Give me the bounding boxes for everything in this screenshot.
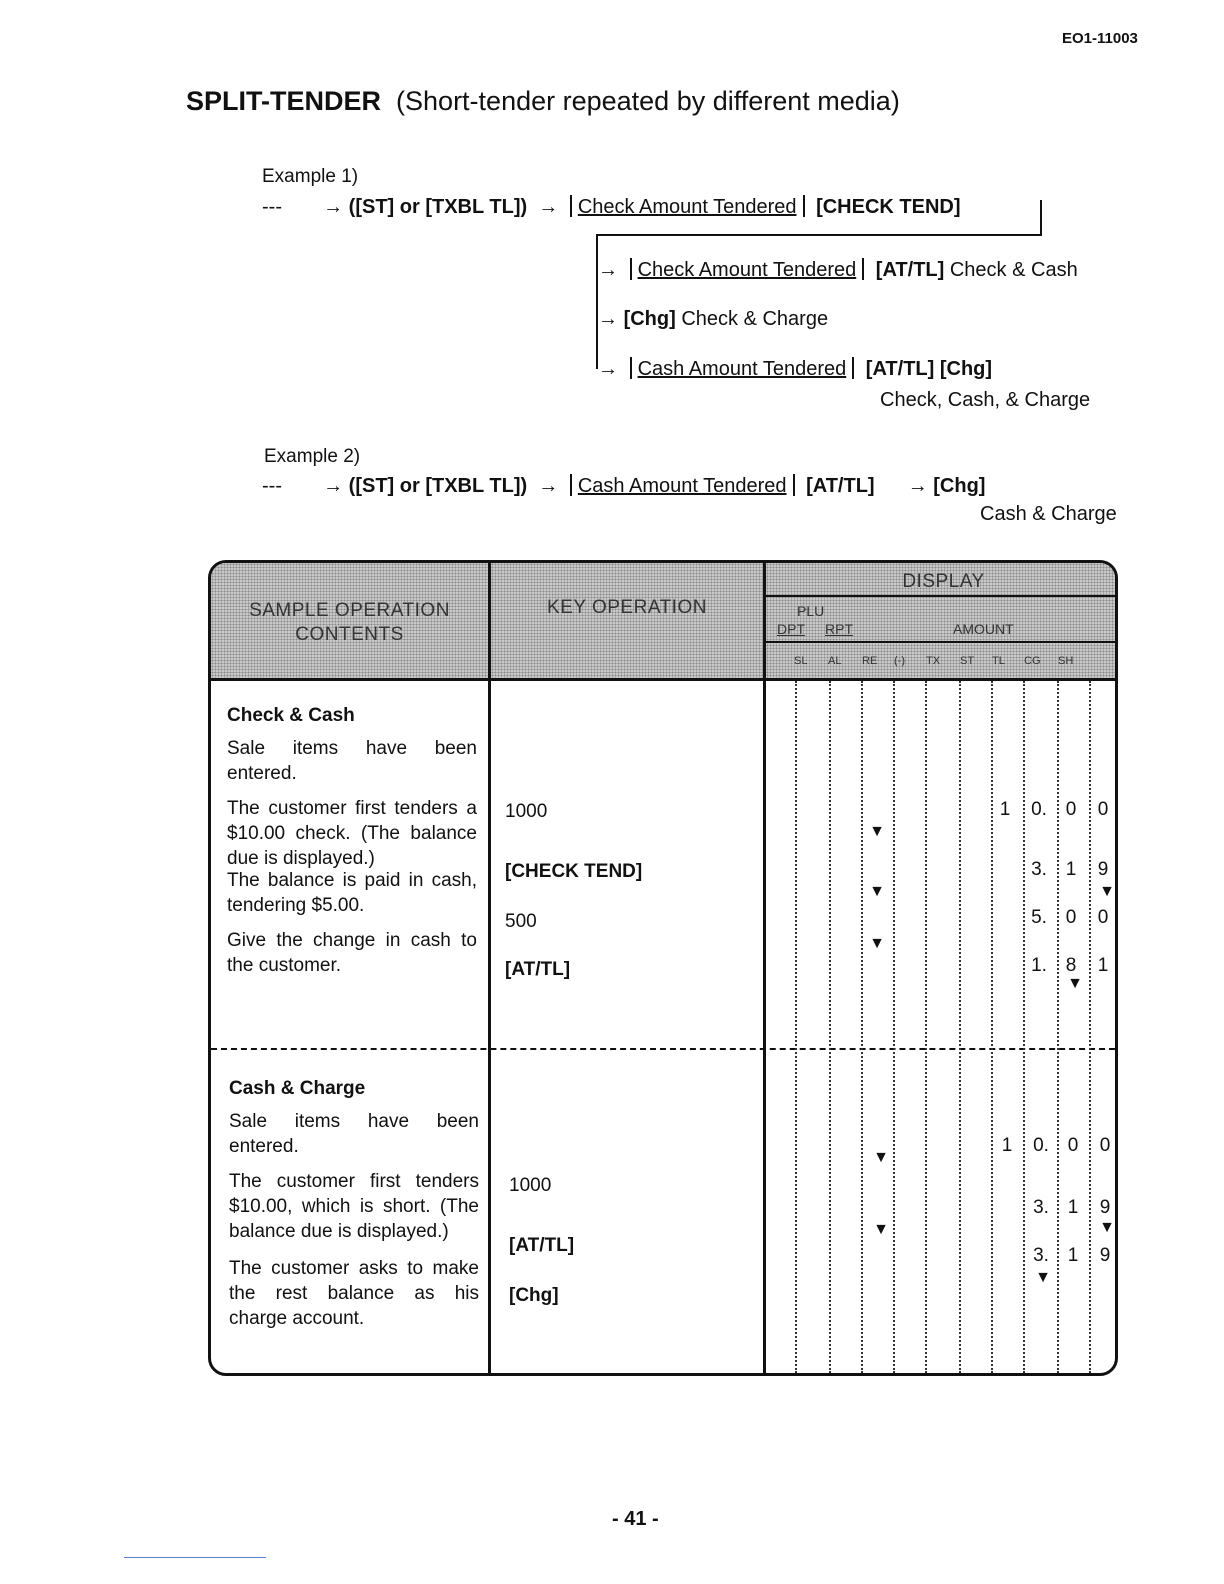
display-digit: 1 [1065, 859, 1077, 880]
indicator-label: SH [1058, 655, 1074, 667]
section2-line: The customer first tenders $10.00, which is short. (The balance due is displayed.) [229, 1171, 479, 1242]
title-main: SPLIT-TENDER [186, 86, 382, 116]
branch3-amount: Cash Amount Tendered [637, 358, 847, 380]
branch3 [598, 357, 992, 381]
header-divider [211, 678, 1115, 681]
arrow-icon: → [598, 358, 618, 380]
title-sub: (Short-tender repeated by different media) [396, 86, 900, 116]
arrow-icon: → [323, 475, 344, 497]
section2-line: Sale items have been entered. [229, 1111, 479, 1157]
indicator-triangle-icon: ▼ [869, 935, 885, 952]
section2-line: The customer asks to make the rest balance as his charge account. [229, 1258, 479, 1329]
branch3-result: Check, Cash, & Charge [880, 389, 1091, 411]
example1-flow [262, 195, 961, 219]
indicator-label: RE [862, 655, 878, 667]
example1-lead: --- [262, 196, 282, 218]
header-contents-text: SAMPLE OPERATION CONTENTS [249, 600, 450, 645]
indicator-triangle-icon: ▼ [869, 823, 885, 840]
indicator-triangle-icon: ▼ [1099, 1219, 1115, 1236]
display-digit: 0 [1097, 799, 1109, 820]
column-divider [488, 563, 491, 1373]
display-digit: 1 [1001, 1135, 1013, 1156]
page-title [186, 86, 900, 117]
connector-line [1040, 200, 1042, 236]
example2-step1: ([ST] or [TXBL TL]) [348, 475, 528, 497]
section2-contents [229, 1076, 479, 1331]
indicator-label: CG [1024, 655, 1041, 667]
display-digit: 0. [1033, 1135, 1049, 1156]
indicator-label: AL [828, 655, 842, 667]
indicator-triangle-icon: ▼ [869, 883, 885, 900]
display-digit: 1. [1031, 955, 1047, 976]
section1-line: Sale items have been entered. [227, 738, 477, 784]
example2-flow [262, 474, 985, 498]
display-digit: 0 [1099, 1135, 1111, 1156]
document-id: EO1-11003 [1062, 30, 1138, 47]
display-digit: 9 [1099, 1197, 1111, 1218]
branch2-key: [Chg] [623, 308, 676, 330]
indicator-label: TL [992, 655, 1005, 667]
indicator-triangle-icon: ▼ [1067, 975, 1083, 992]
arrow-icon: → [538, 196, 559, 218]
branch1 [598, 258, 1078, 282]
indicator-label: (-) [894, 655, 905, 667]
indicator-label: ST [960, 655, 975, 667]
amount-label: AMOUNT [953, 621, 1014, 637]
display-digit: 3. [1031, 859, 1047, 880]
example1-step1: ([ST] or [TXBL TL]) [348, 196, 528, 218]
indicator-triangle-icon: ▼ [1099, 883, 1115, 900]
dpt-label: DPT [777, 621, 805, 637]
header-display-text: DISPLAY [902, 571, 985, 592]
example2-amount1: Cash Amount Tendered [577, 475, 787, 497]
indicator-triangle-icon: ▼ [1035, 1269, 1051, 1286]
display-digit: 1 [1067, 1197, 1079, 1218]
section1-line: Give the change in cash to the customer. [227, 930, 477, 976]
branch2-result: Check & Charge [681, 308, 829, 330]
branch3-key: [AT/TL] [Chg] [865, 358, 993, 380]
example1-amount1: Check Amount Tendered [577, 196, 797, 218]
arrow-icon: → [598, 259, 618, 281]
display-digit: 8 [1065, 955, 1077, 976]
branch2 [598, 308, 828, 331]
display-digit: 0 [1097, 907, 1109, 928]
example2-lead: --- [262, 475, 282, 497]
key-entry: 1000 [509, 1175, 552, 1196]
key-entry: [Chg] [509, 1285, 559, 1306]
key-entry: 1000 [505, 801, 548, 822]
section1-line: The balance is paid in cash, tendering $5.00. [227, 870, 477, 916]
display-digit: 3. [1033, 1245, 1049, 1266]
indicator-triangle-icon: ▼ [873, 1149, 889, 1166]
connector-line [596, 234, 598, 369]
display-digit: 5. [1031, 907, 1047, 928]
arrow-icon: → [323, 196, 344, 218]
example2-key1: [AT/TL] [806, 475, 875, 497]
display-digit: 9 [1097, 859, 1109, 880]
key-entry: [AT/TL] [505, 959, 571, 980]
branch1-result: Check & Cash [949, 259, 1078, 281]
display-digit: 0 [1065, 799, 1077, 820]
example2-label: Example 2) [264, 446, 361, 467]
section1-contents [227, 703, 477, 978]
branch1-amount: Check Amount Tendered [637, 259, 857, 281]
section-divider [211, 1048, 1115, 1050]
key-entry: [AT/TL] [509, 1235, 575, 1256]
display-digit: 0 [1065, 907, 1077, 928]
indicator-label: SL [794, 655, 808, 667]
arrow-icon: → [538, 475, 559, 497]
example1-label: Example 1) [262, 166, 359, 187]
display-digit: 9 [1099, 1245, 1111, 1266]
example2-key2: [Chg] [933, 475, 986, 497]
section1-heading: Check & Cash [227, 705, 355, 726]
example2-result: Cash & Charge [980, 503, 1117, 525]
arrow-icon: → [598, 308, 618, 330]
arrow-icon: → [907, 475, 928, 497]
indicator-row [766, 655, 1118, 675]
section1-line: The customer first tenders a $10.00 check. (The balance due is displayed.) [227, 798, 477, 869]
connector-line [596, 234, 1042, 236]
display-digit: 1 [1097, 955, 1109, 976]
plu-label: PLU [797, 603, 825, 619]
display-digit: 1 [999, 799, 1011, 820]
branch1-key: [AT/TL] [875, 259, 945, 281]
key-entry: [CHECK TEND] [505, 861, 643, 882]
display-divider [766, 595, 1118, 597]
display-digit: 3. [1033, 1197, 1049, 1218]
footer-line [124, 1557, 266, 1558]
indicator-triangle-icon: ▼ [873, 1221, 889, 1238]
header-key-operation [491, 563, 763, 681]
operation-table [208, 560, 1118, 1376]
display-digit: 1 [1067, 1245, 1079, 1266]
example1-key1: [CHECK TEND] [816, 196, 961, 218]
column-divider [763, 563, 766, 1373]
indicator-label: TX [926, 655, 941, 667]
page-number: - 41 - [612, 1508, 659, 1530]
display-divider [766, 641, 1118, 643]
rpt-label: RPT [825, 621, 853, 637]
display-digit: 0. [1031, 799, 1047, 820]
section2-heading: Cash & Charge [229, 1078, 366, 1099]
display-digit: 0 [1067, 1135, 1079, 1156]
header-key-text: KEY OPERATION [547, 597, 707, 618]
key-entry: 500 [505, 911, 537, 932]
